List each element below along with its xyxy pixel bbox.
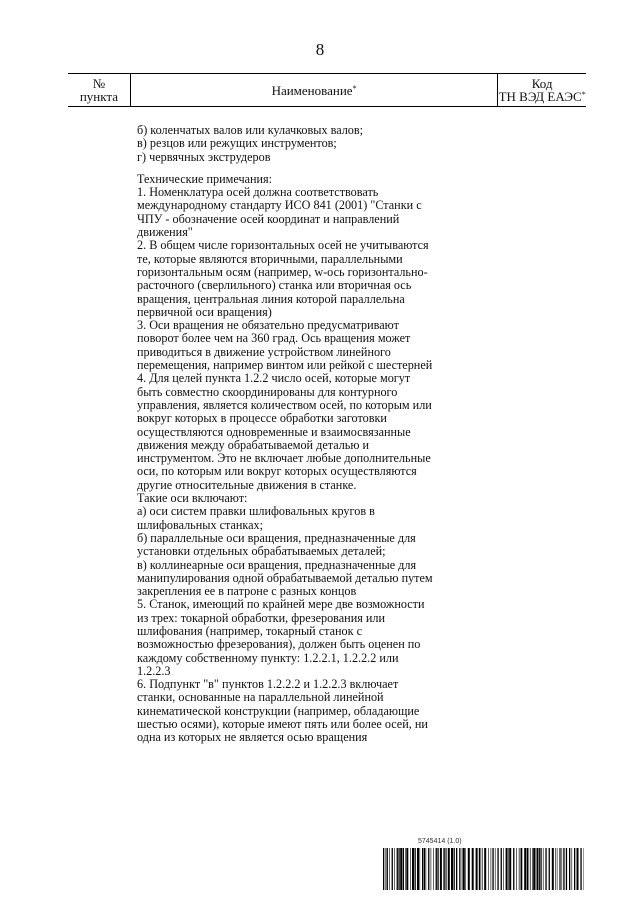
note-line: Технические примечания: (137, 171, 273, 186)
note-line: Такие оси включают: (137, 491, 248, 506)
list-item: б) коленчатых валов или кулачковых валов; (137, 123, 364, 137)
note-line: поворот более чем на 360 град. Ось вращения может (137, 331, 411, 346)
note-line: закрепления ее в патроне с разных концов (137, 584, 357, 599)
note-line: 1. Номенклатура осей должна соответствовать (137, 185, 379, 200)
note-line: быть совместно скоординированы для контурного (137, 384, 398, 399)
note-line: кинематической конструкции (например, обладающие (137, 703, 420, 718)
note-line: 6. Подпункт "в" пунктов 1.2.2.2 и 1.2.2.3 включает (137, 677, 399, 692)
column-header-code (498, 74, 586, 107)
column-header-code-line2: ТН ВЭД ЕАЭС (498, 89, 582, 104)
note-line: установки отдельных обрабатываемых деталей; (137, 544, 386, 559)
note-line: шлифовальных станках; (137, 517, 264, 532)
footnote-mark: * (581, 90, 586, 99)
note-line: в) коллинеарные оси вращения, предназначенные для (137, 557, 417, 572)
technical-notes (137, 173, 463, 745)
note-line: первичной оси вращения) (137, 304, 272, 319)
note-line: вокруг которых в процессе обработки заготовки (137, 411, 387, 426)
document-body (137, 124, 463, 745)
note-line: 5. Станок, имеющий по крайней мере две возможности (137, 597, 425, 612)
note-line: инструментом. Это не включает любые дополнительные (137, 451, 431, 466)
note-line: перемещения, например винтом или рейкой с шестерней (137, 358, 433, 373)
note-line: из трех: токарной обработки, фрезерования или (137, 610, 385, 625)
table-header (68, 73, 586, 107)
note-line: вращения, центральная линия которой параллельна (137, 291, 405, 306)
note-line: а) оси систем правки шлифовальных кругов в (137, 504, 375, 519)
page-number: 8 (315, 40, 325, 59)
note-line: международному стандарту ИСО 841 (2001) "Станки с (137, 198, 422, 213)
note-line: шестью осями), которые имеют пять или более осей, ни (137, 717, 428, 732)
note-line: возможностью фрезерования), должен быть оценен по (137, 637, 421, 652)
column-header-name (130, 74, 497, 107)
barcode-label: 5745414 (1.0) (418, 838, 462, 845)
note-line: управления, является количеством осей, по которым или (137, 397, 432, 412)
note-line: 2. В общем числе горизонтальных осей не учитываются (137, 238, 429, 253)
column-header-number (68, 74, 130, 107)
note-line: движения между обрабатываемой деталью и (137, 437, 370, 452)
note-line: шлифования (например, токарный станок с (137, 623, 363, 638)
list-item: в) резцов или режущих инструментов; (137, 136, 337, 151)
barcode-image (383, 848, 584, 890)
note-line: 3. Оси вращения не обязательно предусматривают (137, 318, 399, 333)
note-line: осуществляются одновременные и взаимосвязанные (137, 424, 411, 439)
note-line: 4. Для целей пункта 1.2.2 число осей, которые могут (137, 371, 411, 386)
note-line: б) параллельные оси вращения, предназначенные для (137, 530, 416, 545)
column-header-number-line2: пункта (79, 89, 119, 104)
note-line: 1.2.2.3 (137, 663, 171, 678)
list-item: г) червячных экструдеров (137, 149, 271, 164)
note-line: манипулирования одной обрабатываемой деталью путем (137, 570, 433, 585)
note-line: оси, по которым или вокруг которых осуществляются (137, 464, 417, 479)
note-line: одна из которых не является осью вращения (137, 730, 368, 745)
footnote-mark: * (352, 83, 357, 93)
column-header-code-line1: Код (531, 76, 553, 91)
note-line: станки, основанные на параллельной линейной (137, 690, 384, 705)
note-line: те, которые являются вторичными, параллельными (137, 251, 403, 266)
note-line: другие относительные движения в станке. (137, 477, 357, 492)
column-header-number-line1: № (92, 76, 106, 91)
note-line: ЧПУ - обозначение осей координат и направлений (137, 211, 400, 226)
column-header-name-label: Наименование (271, 82, 353, 98)
note-line: расточного (сверлильного) станка или вторичная ось (137, 278, 412, 293)
note-line: приводиться в движение устройством линейного (137, 344, 391, 359)
note-line: каждому собственному пункту: 1.2.2.1, 1.2.2.2 или (137, 650, 399, 665)
note-line: движения" (137, 225, 193, 240)
note-line: горизонтальным осям (например, w-ось горизонтально- (137, 264, 428, 279)
